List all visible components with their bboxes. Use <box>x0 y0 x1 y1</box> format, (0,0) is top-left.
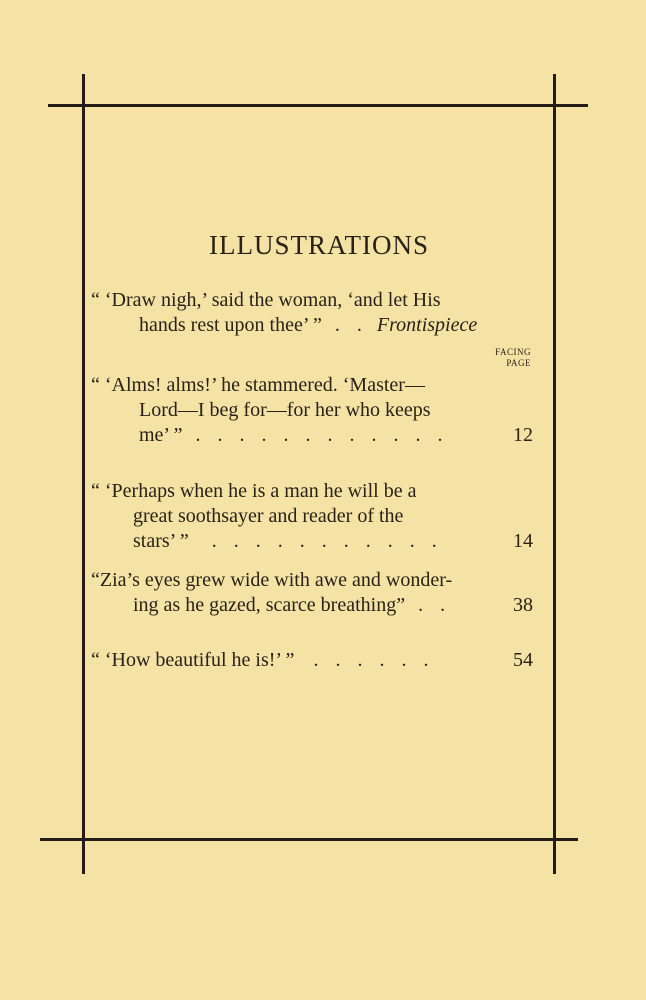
entry-line-text: stars’ ” <box>133 530 189 552</box>
entry-line <box>91 423 531 448</box>
entry-line <box>91 313 531 338</box>
entry-page: 38 <box>513 594 533 616</box>
illustration-entry-frontispiece <box>91 288 531 338</box>
entry-line: great soothsayer and reader of the <box>133 505 404 527</box>
leader-dots: . . . . . . . . . . . <box>211 530 443 552</box>
facing-label: FACING <box>495 347 531 357</box>
page-label: PAGE <box>506 358 531 368</box>
entry-page: 54 <box>513 649 533 671</box>
entry-line: Lord—I beg for—for her who keeps <box>139 399 431 421</box>
entry-line: “ ‘Alms! alms!’ he stammered. ‘Master— <box>91 374 425 396</box>
entry-page: 12 <box>513 424 533 446</box>
illustration-entry-54 <box>91 648 531 673</box>
leader-dots: . . . . . . <box>313 649 435 671</box>
page-title: ILLUSTRATIONS <box>209 230 429 260</box>
leader-dots: . . <box>418 594 452 616</box>
entry-page: 14 <box>513 530 533 552</box>
entry-page: Frontispiece <box>376 314 478 336</box>
entry-line: “ ‘Perhaps when he is a man he will be a <box>91 480 417 502</box>
entry-line-text: “ ‘How beautiful he is!’ ” <box>91 649 295 671</box>
illustration-entry-38 <box>91 568 531 618</box>
entry-line: “ ‘Draw nigh,’ said the woman, ‘and let His <box>91 289 441 311</box>
illustration-entry-14 <box>91 479 531 554</box>
facing-page-label <box>495 347 531 369</box>
entry-line <box>91 529 531 554</box>
illustrations-list <box>85 107 553 838</box>
right-border-rule <box>553 74 556 874</box>
leader-dots: . . <box>334 314 368 336</box>
entry-line-text: hands rest upon thee’ ” <box>139 314 322 336</box>
entry-line-text: me’ ” <box>139 424 183 446</box>
entry-line-text: ing as he gazed, scarce breathing” <box>133 594 406 616</box>
illustration-entry-12 <box>91 373 531 448</box>
leader-dots: . . . . . . . . . . . . <box>195 424 449 446</box>
bottom-border-rule <box>40 838 578 841</box>
entry-line <box>91 593 531 618</box>
entry-line: “Zia’s eyes grew wide with awe and wonder- <box>91 569 453 591</box>
entry-line <box>91 648 531 673</box>
